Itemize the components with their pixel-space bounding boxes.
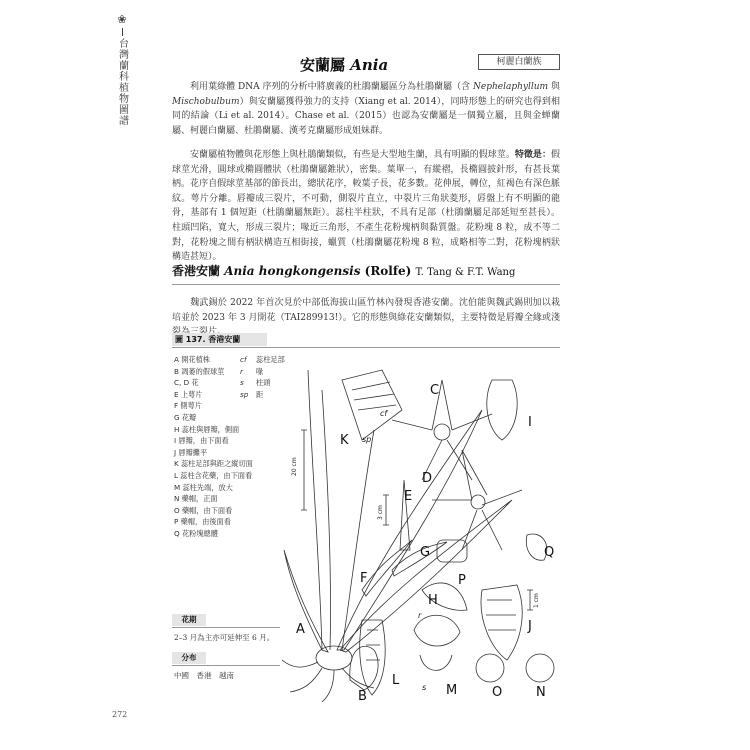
- text-run: 假球莖光滑，圓球或橢圓體狀（杜鵑蘭屬錐狀），密集。葉單一，有縱褶，長橢圓披針形，有甚長葉柄。花序自假球莖基部的節長出，總狀花序，較葉子長，花多數。花伸展，轉位，紅褐色有深色脈紋。萼片分離。唇瓣成三裂片，不可動，側裂片直立，中裂片三角狀菱形，唇盤上有不明顯的龍骨，基部有 1 個短距（杜鵑蘭屬無距）。蕊柱半柱狀，不具有足部（杜鵑蘭屬足部延短至甚長）。柱頭凹陷，寬大，形成三裂片；喙近三角形，不產生花粉塊柄與黏質盤。花粉塊 8 粒，成不等二對，花粉塊之間有柄狀構造互相街接，蠟質（杜鵑蘭屬花粉塊 8 粒，成略相等二對，花粉塊柄狀構造甚短）。: [172, 150, 560, 263]
- panel-label: N: [536, 685, 546, 700]
- structure-mark: s: [422, 683, 427, 692]
- distribution-label: 分布: [172, 652, 206, 664]
- panel-label: F: [360, 571, 368, 586]
- panel-label: C: [430, 383, 440, 398]
- flower-stalk: [342, 430, 374, 650]
- abbr: sp: [240, 389, 249, 399]
- abbr: cf: [240, 355, 247, 364]
- tribe-tag: 柯麗白蘭族: [478, 54, 560, 70]
- panel-label: J: [528, 619, 532, 634]
- legend-item: J 唇瓣攤平: [174, 447, 208, 457]
- taxon-name: Nephelaphyllum: [473, 82, 549, 92]
- legend-item: K 蕊柱足部與距之縱切面: [174, 459, 253, 469]
- structure-mark: r: [418, 611, 422, 620]
- wilted-pseudobulb: [350, 646, 378, 690]
- side-running-title: [112, 14, 132, 126]
- distribution-text: 中國 香港 越南: [174, 671, 234, 680]
- abbr-item: [240, 377, 285, 389]
- abbr-desc: 距: [256, 389, 264, 399]
- panel-label: O: [492, 685, 503, 700]
- flower-stalk: [308, 370, 322, 650]
- lip-flattened: [481, 585, 522, 660]
- legend-item: C, D 花: [174, 378, 199, 388]
- legend-item: I 唇瓣，由下面看: [174, 436, 229, 446]
- panel-label: M: [446, 683, 458, 698]
- panel-label: I: [528, 415, 532, 430]
- divider: [172, 665, 280, 666]
- lip-view: [487, 380, 517, 440]
- panel-label: E: [404, 489, 413, 504]
- abbr-desc: 柱頭: [256, 378, 271, 388]
- panel-label: H: [428, 593, 438, 608]
- panel-label: Q: [544, 545, 555, 560]
- scale-bar: [301, 430, 307, 510]
- flower-ornament-icon: ❀: [117, 13, 127, 26]
- legend-item: G 花瓣: [174, 412, 197, 422]
- figure-label: 圖 137. 香港安蘭: [172, 333, 267, 346]
- panel-label: L: [392, 673, 400, 688]
- abbr-desc: 喙: [256, 366, 264, 376]
- abbr: s: [240, 378, 244, 388]
- abbr-item: [240, 354, 285, 366]
- legend-item: O 藥帽，由下面看: [174, 505, 233, 515]
- lateral-sepal: [362, 540, 412, 596]
- legend-item: B 凋萎的假球莖: [174, 366, 225, 376]
- legend-item: E 上萼片: [174, 389, 203, 399]
- panel-label: P: [458, 573, 466, 588]
- text-run: ）與安蘭屬獲得強力的支持（Xiang et al. 2014），同時形態上的研究也得到相同的結論（Li et al. 2014）。Chase et al.（2015）也認為安蘭屬是一個獨立屬，且與金蝉蘭屬、柯麗白蘭屬、杜鵑蘭屬、漢考克蘭屬形成姐妹群。: [172, 96, 560, 136]
- orchid-illustration: [282, 350, 580, 710]
- pseudobulb: [316, 646, 352, 670]
- species-name-zh: 香港安蘭: [172, 264, 221, 278]
- abbr-desc: 蕊柱足部: [256, 355, 285, 364]
- legend-item: F 側萼片: [174, 401, 202, 411]
- species-name-latin: Ania hongkongensis: [224, 264, 361, 278]
- legend-item: P 藥帽，由後面看: [174, 517, 231, 527]
- structure-mark: cf: [380, 409, 388, 418]
- abbr-item: [240, 366, 285, 378]
- page-number: 272: [112, 710, 128, 719]
- flowering-label: 花期: [172, 614, 206, 626]
- panel-label: B: [358, 689, 367, 704]
- scale-label: 20 cm: [291, 457, 298, 476]
- anther-cap-below: [476, 654, 504, 682]
- scale-label: 3 cm: [377, 505, 384, 520]
- panel-label: A: [296, 622, 305, 637]
- column-section: [342, 370, 402, 440]
- legend-item: H 蕊柱與唇瓣，側面: [174, 424, 240, 434]
- divider: [172, 627, 280, 628]
- abbr: r: [240, 366, 243, 376]
- legend-item: L 蕊柱含花藥，由下面看: [174, 470, 253, 480]
- abbr-item: [240, 389, 285, 401]
- species-author: T. Tang & F.T. Wang: [415, 267, 516, 278]
- features-label: 特徵是：: [514, 150, 551, 160]
- genus-name-latin: Ania: [350, 56, 389, 74]
- panel-label: K: [340, 433, 349, 448]
- legend-item: A 開花植株: [174, 355, 210, 364]
- anther-cap-front: [526, 654, 554, 682]
- legend-item: N 藥帽，正面: [174, 494, 218, 504]
- taxon-name: Mischobulbum: [172, 96, 240, 107]
- genus-name-zh: 安蘭屬: [300, 56, 346, 74]
- text-run: 與: [548, 82, 560, 92]
- column-apex: [414, 615, 460, 670]
- divider: [172, 284, 560, 285]
- title-divider: [122, 28, 123, 36]
- structure-mark: sp: [362, 435, 372, 444]
- paragraph-genus-phylogeny: [172, 80, 560, 138]
- panel-label: G: [420, 545, 431, 560]
- flower-c: [392, 380, 492, 480]
- legend-item: M 蕊柱先端，放大: [174, 482, 233, 492]
- species-heading: [172, 262, 515, 279]
- flower-stalk: [322, 390, 331, 650]
- text-run: 安蘭屬植物體與花形態上與杜鵑蘭類似，有些是大型地生蘭，具有明顯的假球莖。: [190, 150, 515, 160]
- book-title: 台灣蘭科植物圖譜: [116, 38, 128, 126]
- text-run: 利用葉綠體 DNA 序列的分析中將廣義的杜鵑蘭屬區分為杜鵑蘭屬（含: [190, 82, 474, 92]
- abbreviation-legend: [240, 354, 285, 400]
- legend-item: Q 花粉塊總體: [174, 528, 218, 538]
- text-run: 魏武錫於 2022 年首次見於中部低海拔山區竹林內發現香港安蘭。沈伯能與魏武錫則加以栽培並於 2023 年 3 月開花（TAI289913!）。它的形態與綠花安蘭類似，主要特徵是唇瓣全緣或淺: [172, 298, 560, 323]
- divider: [172, 347, 560, 348]
- genus-heading: [300, 54, 388, 75]
- scale-label: 1 cm: [533, 593, 540, 608]
- panel-label: D: [422, 471, 433, 486]
- species-author-basionym: (Rolfe): [364, 264, 412, 278]
- paragraph-genus-description: [172, 148, 560, 265]
- flowering-text: 2–3 月為主亦可延伸至 6 月。: [174, 633, 275, 642]
